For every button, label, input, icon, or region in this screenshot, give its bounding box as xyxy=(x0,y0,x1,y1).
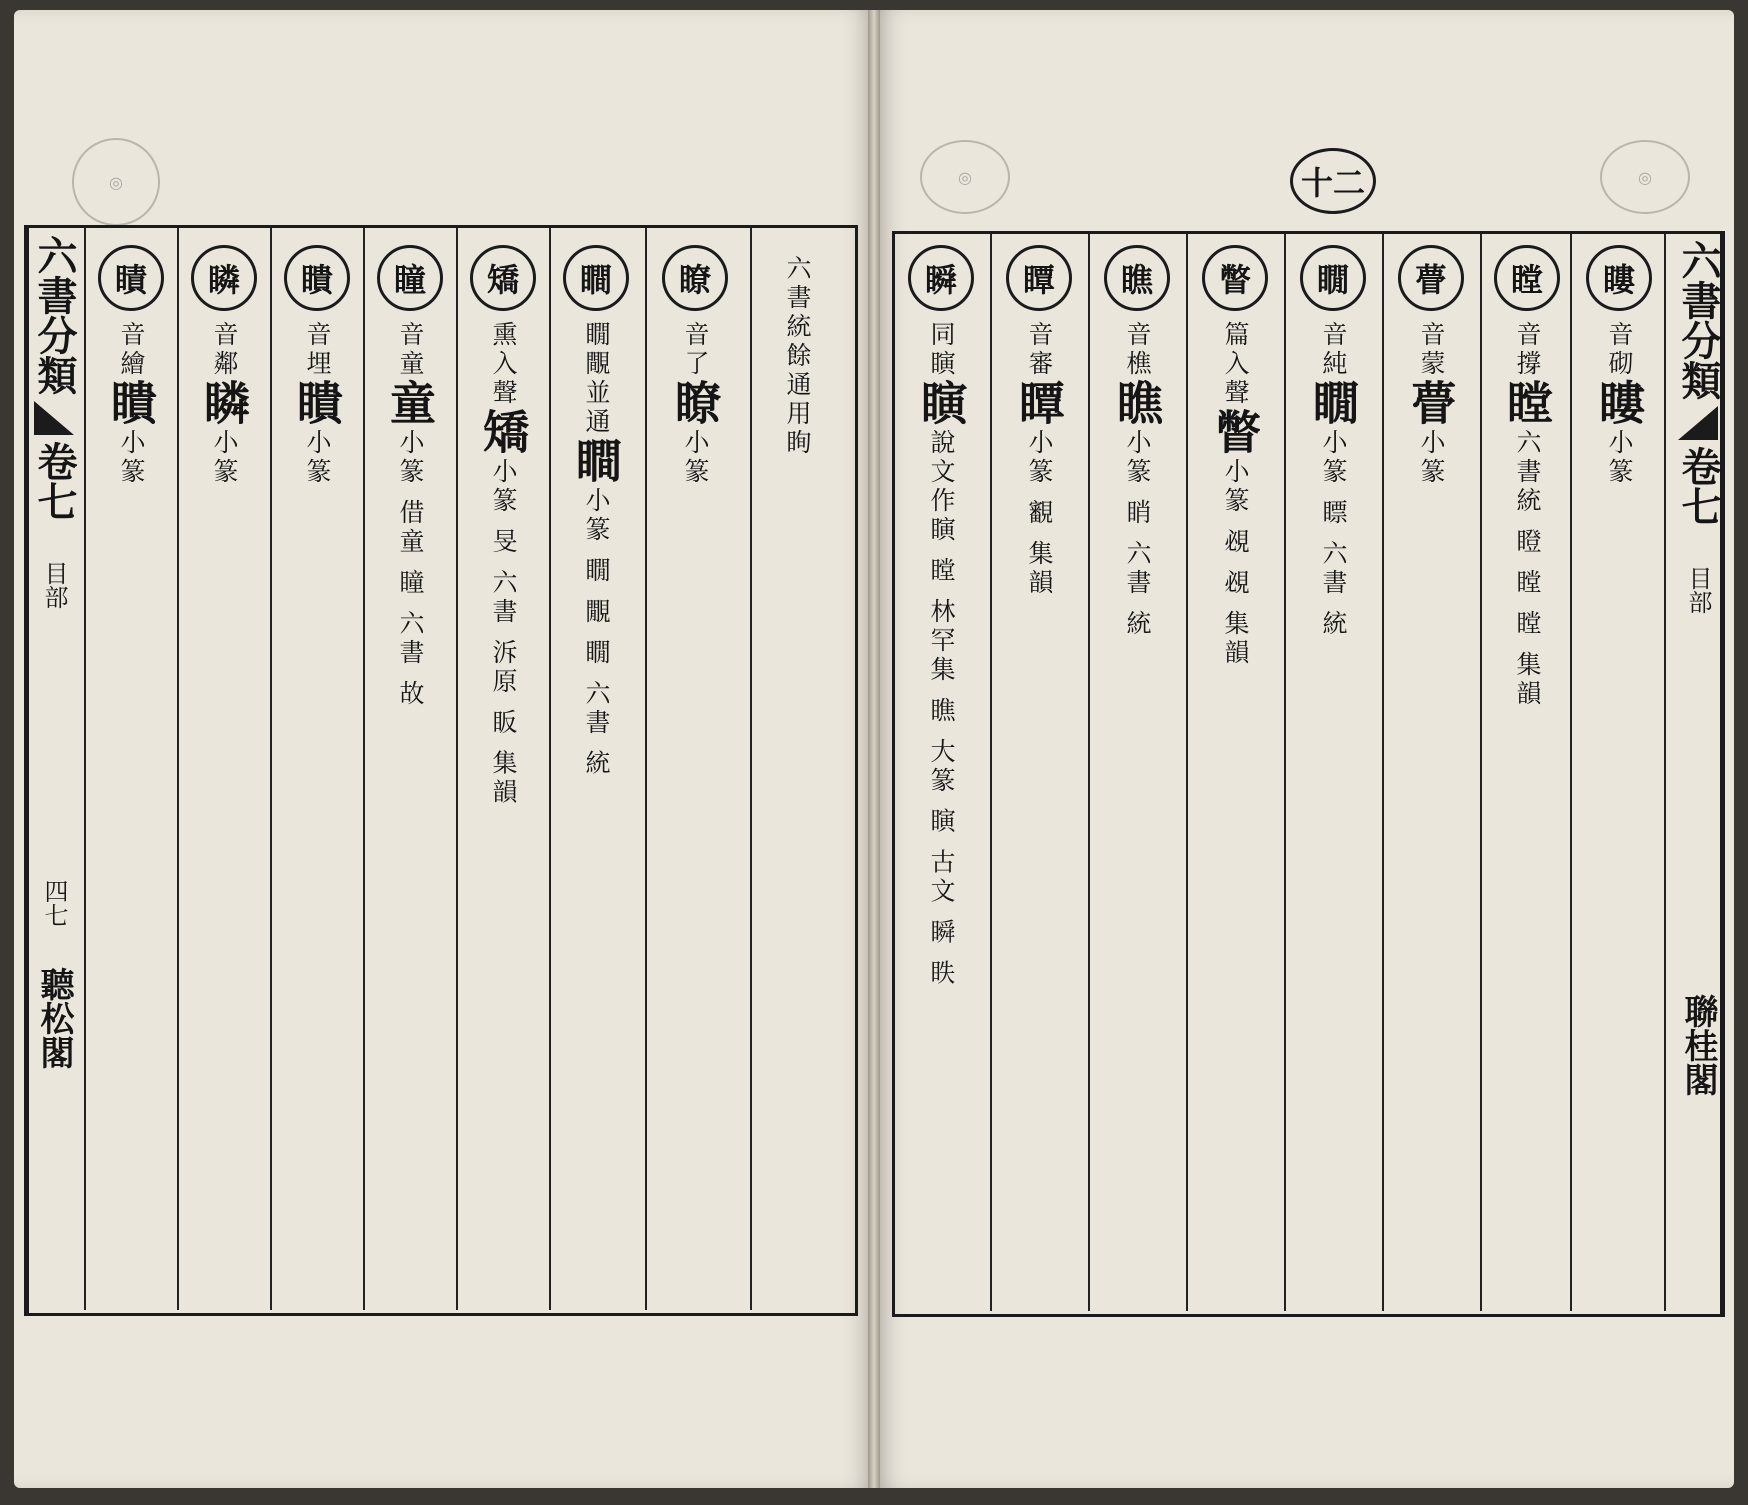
seal-script-form: 瞷 xyxy=(569,437,623,487)
section-label: 目部 xyxy=(40,561,68,609)
seal-script-form: 瞶 xyxy=(290,379,344,429)
seal-script-form: 瞭 xyxy=(668,379,722,429)
column-rule xyxy=(1382,234,1384,1311)
faint-library-stamp: ◎ xyxy=(920,140,1010,214)
entry-column xyxy=(86,245,176,487)
headword-circle: 瞫 xyxy=(1006,245,1072,311)
headword-circle: 瞠 xyxy=(1494,245,1560,311)
entry-column xyxy=(551,245,641,779)
book-spine xyxy=(868,10,880,1488)
headword-circle: 瞷 xyxy=(563,245,629,311)
entry-text xyxy=(1306,321,1360,639)
gloss-text: 同瞚 xyxy=(927,321,956,379)
seal-script-form: 瞯 xyxy=(1306,379,1360,429)
entry-column xyxy=(650,245,740,487)
column-rule xyxy=(1088,234,1090,1311)
entry-text xyxy=(569,321,623,779)
gloss-text: 音了 xyxy=(681,321,710,379)
headword-circle: 瞯 xyxy=(1300,245,1366,311)
source-note: 小篆 xyxy=(1417,429,1446,487)
headword-circle: 瞥 xyxy=(1202,245,1268,311)
source-note: 小篆 睄 六書 統 xyxy=(1123,429,1152,639)
seal-script-form: 瞜 xyxy=(1592,379,1646,429)
source-note: 小篆 借童 瞳 六書 故 xyxy=(396,429,425,709)
source-note: 小篆 xyxy=(303,429,332,487)
gloss-text: 音鄰 xyxy=(210,321,239,379)
book-title: 六書分類 xyxy=(1675,240,1722,400)
headword-circle: 瞶 xyxy=(284,245,350,311)
entry-text xyxy=(1208,321,1262,668)
source-note: 小篆 覕 覕 集韻 xyxy=(1221,458,1250,668)
entry-column xyxy=(1574,245,1664,487)
entry-text xyxy=(780,255,814,458)
seal-script-form: 瞚 xyxy=(914,379,968,429)
entry-column xyxy=(752,245,842,458)
gloss-text: 音純 xyxy=(1319,321,1348,379)
seal-script-form: 瞫 xyxy=(1012,379,1066,429)
column-rule xyxy=(1186,234,1188,1311)
headword-circle: 瞵 xyxy=(191,245,257,311)
book-title: 六書分類 xyxy=(31,235,78,395)
entry-column xyxy=(994,245,1084,598)
leaf-number: 四七 xyxy=(40,879,68,927)
faint-library-stamp: ◎ xyxy=(1600,140,1690,214)
entry-column xyxy=(1482,245,1572,709)
headword-circle: 矯 xyxy=(470,245,536,311)
entry-column xyxy=(1190,245,1280,668)
entry-column xyxy=(1386,245,1476,487)
entry-column xyxy=(1288,245,1378,639)
column-rule xyxy=(645,228,647,1310)
gloss-text: 音撐 xyxy=(1513,321,1542,379)
gloss-text: 音樵 xyxy=(1123,321,1152,379)
source-note: 小篆 瞟 六書 統 xyxy=(1319,429,1348,639)
headword-circle: 瞭 xyxy=(662,245,728,311)
entry-text xyxy=(1592,321,1646,487)
source-note: 說文作瞚 瞠 林罕集 瞧 大篆 瞚 古文 瞬 眣 xyxy=(927,429,956,989)
entry-text xyxy=(104,321,158,487)
entry-text xyxy=(383,321,437,709)
entry-column xyxy=(458,245,548,808)
section-label: 目部 xyxy=(1684,566,1712,614)
entry-column xyxy=(272,245,362,487)
entry-text xyxy=(1012,321,1066,598)
fish-tail-mark xyxy=(1678,406,1718,440)
gloss-text: 熏入聲 xyxy=(489,321,518,408)
column-rule xyxy=(990,234,992,1311)
volume-label: 卷七 xyxy=(31,441,78,521)
seal-script-form: 瞵 xyxy=(197,379,251,429)
seal-script-form: 瞢 xyxy=(1404,379,1458,429)
headword-circle: 瞔 xyxy=(98,245,164,311)
entry-text xyxy=(476,321,530,808)
gloss-text: 音繪 xyxy=(117,321,146,379)
source-note: 小篆 xyxy=(210,429,239,487)
headword-circle: 瞜 xyxy=(1586,245,1652,311)
source-note: 六書統 瞪 瞠 瞠 集韻 xyxy=(1513,429,1542,709)
fish-tail-mark xyxy=(34,401,74,435)
right-margin-column xyxy=(1668,240,1728,1096)
entry-column xyxy=(365,245,455,709)
entry-text xyxy=(1110,321,1164,639)
entry-text xyxy=(1500,321,1554,709)
gloss-text: 音埋 xyxy=(303,321,332,379)
headword-circle: 瞧 xyxy=(1104,245,1170,311)
faint-library-stamp: ◎ xyxy=(72,138,160,226)
studio-name: 聽松閣 xyxy=(34,967,74,1069)
gloss-text: 篇入聲 xyxy=(1221,321,1250,408)
source-note: 小篆 覾 集韻 xyxy=(1025,429,1054,598)
gloss-text: 音砌 xyxy=(1605,321,1634,379)
source-note: 小篆 瞯 覵 瞯 六書 統 xyxy=(582,487,611,779)
entry-text xyxy=(668,321,722,487)
source-note: 小篆 旻 六書 泝原 眅 集韻 xyxy=(489,458,518,808)
volume-label: 卷七 xyxy=(1675,446,1722,526)
right-margin-rule xyxy=(1664,234,1666,1311)
entry-text xyxy=(197,321,251,487)
folio-number: 十二 xyxy=(1290,148,1376,214)
source-note: 小篆 xyxy=(681,429,710,487)
seal-script-form: 瞧 xyxy=(1110,379,1164,429)
entry-text xyxy=(290,321,344,487)
seal-script-form: 瞠 xyxy=(1500,379,1554,429)
column-rule xyxy=(1284,234,1286,1311)
seal-script-form: 矯 xyxy=(476,408,530,458)
source-note: 餘通用眴 xyxy=(783,342,812,458)
seal-script-form: 瞶 xyxy=(104,379,158,429)
gloss-text: 音童 xyxy=(396,321,425,379)
left-margin-column xyxy=(24,235,84,1069)
headword-circle: 瞢 xyxy=(1398,245,1464,311)
source-note: 小篆 xyxy=(1605,429,1634,487)
gloss-text: 音審 xyxy=(1025,321,1054,379)
entry-text xyxy=(1404,321,1458,487)
entry-text xyxy=(914,321,968,989)
entry-column xyxy=(896,245,986,989)
entry-column xyxy=(1092,245,1182,639)
studio-name: 聯桂閣 xyxy=(1678,994,1718,1096)
gloss-text: 瞯覸並通 xyxy=(582,321,611,437)
seal-script-form: 童 xyxy=(383,379,437,429)
headword-circle: 瞳 xyxy=(377,245,443,311)
headword-circle: 瞬 xyxy=(908,245,974,311)
seal-script-form: 瞥 xyxy=(1208,408,1262,458)
source-note: 小篆 xyxy=(117,429,146,487)
gloss-text: 六書統 xyxy=(783,255,812,342)
gloss-text: 音蒙 xyxy=(1417,321,1446,379)
entry-column xyxy=(179,245,269,487)
